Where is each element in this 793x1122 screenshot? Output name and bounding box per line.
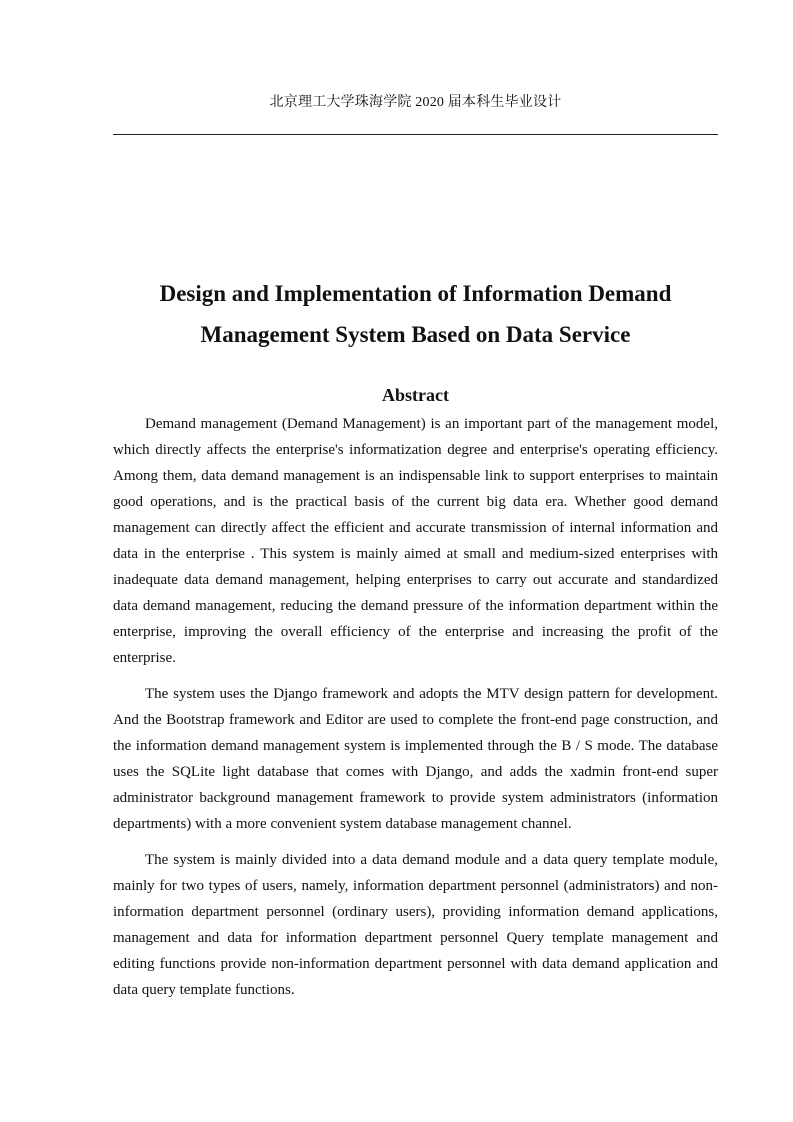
- abstract-paragraph-2: The system uses the Django framework and adopts the MTV design pattern for development. And the Bootstrap framework and Editor are used to complete the front-end page construction, and the information demand management system is implemented through the B / S mode. The database uses the SQLite light database that comes with Django, and adds the xadmin front-end super administrator background management framework to provide system administrators (information departments) with a more convenient system database management channel.: [113, 686, 718, 832]
- abstract-body: [113, 411, 718, 1013]
- running-header: 北京理工大学珠海学院 2020 届本科生毕业设计: [269, 95, 562, 110]
- paper-title-line-1: Design and Implementation of Information Demand: [159, 281, 672, 307]
- abstract-paragraph-3: The system is mainly divided into a data demand module and a data query template module, mainly for two types of users, namely, information department personnel (administrators) and non-information department personnel (ordinary users), providing information demand applications, management and data for information department personnel Query template management and editing functions provide non-information department personnel with data demand application and data query template functions.: [113, 852, 718, 998]
- header-divider: [113, 134, 718, 135]
- paper-title-line-2: Management System Based on Data Service: [200, 322, 631, 348]
- abstract-heading: Abstract: [382, 384, 449, 405]
- paper-title: [113, 273, 718, 355]
- abstract-paragraph-1: Demand management (Demand Management) is an important part of the management model, which directly affects the enterprise's informatization degree and enterprise's operating efficiency. Among them, data demand management is an indispensable link to support enterprises to maintain good operations, and is the practical basis of the current big data era. Whether good demand management can directly affect the efficient and accurate transmission of internal information and data in the enterprise . This system is mainly aimed at small and medium-sized enterprises with inadequate data demand management, helping enterprises to carry out accurate and standardized data demand management, reducing the demand pressure of the information department within the enterprise, improving the overall efficiency of the enterprise and increasing the profit of the enterprise.: [113, 416, 718, 666]
